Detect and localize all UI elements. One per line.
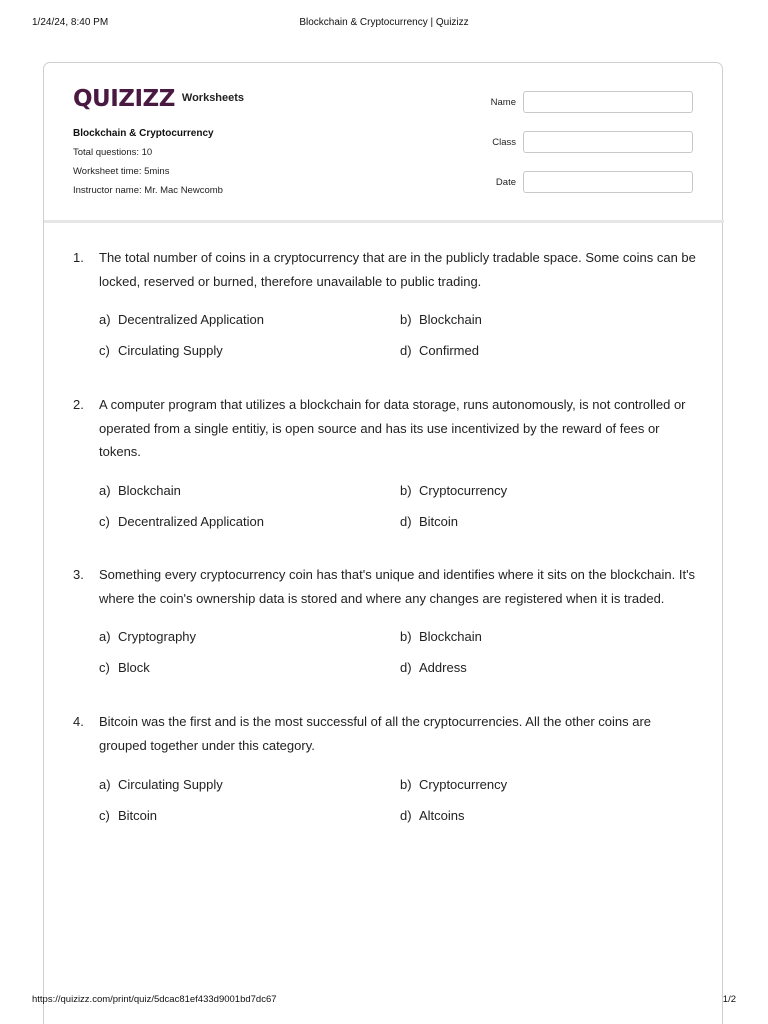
- option-d: [400, 342, 479, 360]
- question-number: 4.: [73, 714, 84, 729]
- option-text: Circulating Supply: [118, 343, 223, 358]
- print-date: 1/24/24, 8:40 PM: [32, 17, 109, 28]
- option-a: [99, 776, 223, 794]
- option-a: [99, 311, 264, 329]
- option-text: Bitcoin: [118, 808, 158, 823]
- page-number: 1/2: [722, 994, 736, 1005]
- option-letter: c): [99, 343, 110, 358]
- option-c: [99, 659, 150, 677]
- option-text: Decentralized Application: [118, 514, 264, 529]
- option-a: [99, 628, 196, 646]
- option-letter: b): [400, 483, 412, 498]
- option-text: Bitcoin: [419, 514, 459, 529]
- question-text: Bitcoin was the first and is the most successful of all the cryptocurrencies. All the other coins are grouped together under this category.: [99, 714, 652, 753]
- question-number: 1.: [73, 250, 84, 265]
- option-letter: a): [99, 483, 111, 498]
- option-c: [99, 807, 157, 825]
- option-text: Block: [118, 660, 150, 675]
- option-letter: d): [400, 514, 412, 529]
- quizizz-logo: QUIZIZZ: [73, 86, 175, 112]
- worksheet-title: Blockchain & Cryptocurrency: [73, 128, 214, 139]
- date-field[interactable]: [523, 171, 693, 193]
- worksheet-card: [43, 62, 723, 1024]
- option-text: Confirmed: [419, 343, 479, 358]
- name-label: Name: [490, 97, 516, 108]
- instructor-name: Instructor name: Mr. Mac Newcomb: [73, 185, 223, 196]
- option-c: [99, 342, 223, 360]
- option-b: [400, 628, 482, 646]
- option-text: Altcoins: [419, 808, 465, 823]
- option-d: [400, 513, 458, 531]
- option-letter: c): [99, 514, 110, 529]
- class-field[interactable]: [523, 131, 693, 153]
- option-letter: a): [99, 777, 111, 792]
- option-text: Cryptocurrency: [419, 777, 508, 792]
- total-questions: Total questions: 10: [73, 147, 153, 158]
- option-letter: d): [400, 808, 412, 823]
- option-d: [400, 659, 467, 677]
- option-b: [400, 776, 507, 794]
- worksheets-label: Worksheets: [181, 92, 245, 104]
- option-letter: d): [400, 343, 412, 358]
- option-letter: b): [400, 312, 412, 327]
- worksheet-header: [44, 63, 724, 223]
- name-field[interactable]: [523, 91, 693, 113]
- option-text: Circulating Supply: [118, 777, 223, 792]
- option-text: Cryptocurrency: [419, 483, 508, 498]
- option-letter: c): [99, 808, 110, 823]
- option-letter: b): [400, 629, 412, 644]
- question-number: 2.: [73, 397, 84, 412]
- question-text: The total number of coins in a cryptocurrency that are in the publicly tradable space. Some coins can be locked, reserved or burned, therefore unavailable to public trading.: [99, 250, 696, 289]
- question-text: Something every cryptocurrency coin has that's unique and identifies where it sits on the blockchain. It's where the coin's ownership data is stored and where any changes are registered when it is traded.: [99, 567, 696, 606]
- question-number: 3.: [73, 567, 84, 582]
- date-label: Date: [495, 177, 516, 188]
- print-header: [0, 17, 768, 31]
- print-url: https://quizizz.com/print/quiz/5dcac81ef433d9001bd7dc67: [32, 994, 277, 1005]
- option-b: [400, 311, 482, 329]
- option-text: Blockchain: [419, 312, 482, 327]
- option-text: Address: [419, 660, 467, 675]
- option-text: Blockchain: [118, 483, 181, 498]
- option-letter: c): [99, 660, 110, 675]
- worksheet-time: Worksheet time: 5mins: [73, 166, 170, 177]
- option-text: Cryptography: [118, 629, 197, 644]
- class-label: Class: [492, 137, 516, 148]
- option-text: Blockchain: [419, 629, 482, 644]
- option-letter: d): [400, 660, 412, 675]
- option-letter: a): [99, 629, 111, 644]
- brand: [73, 86, 244, 112]
- option-a: [99, 482, 181, 500]
- option-letter: a): [99, 312, 111, 327]
- option-d: [400, 807, 465, 825]
- question-text: A computer program that utilizes a blockchain for data storage, runs autonomously, is not controlled or operated from a single entitiy, is open source and has its use incentivized by the reward of fees or tokens.: [99, 397, 686, 459]
- option-c: [99, 513, 264, 531]
- option-b: [400, 482, 507, 500]
- print-title: Blockchain & Cryptocurrency | Quizizz: [299, 17, 469, 28]
- option-letter: b): [400, 777, 412, 792]
- option-text: Decentralized Application: [118, 312, 264, 327]
